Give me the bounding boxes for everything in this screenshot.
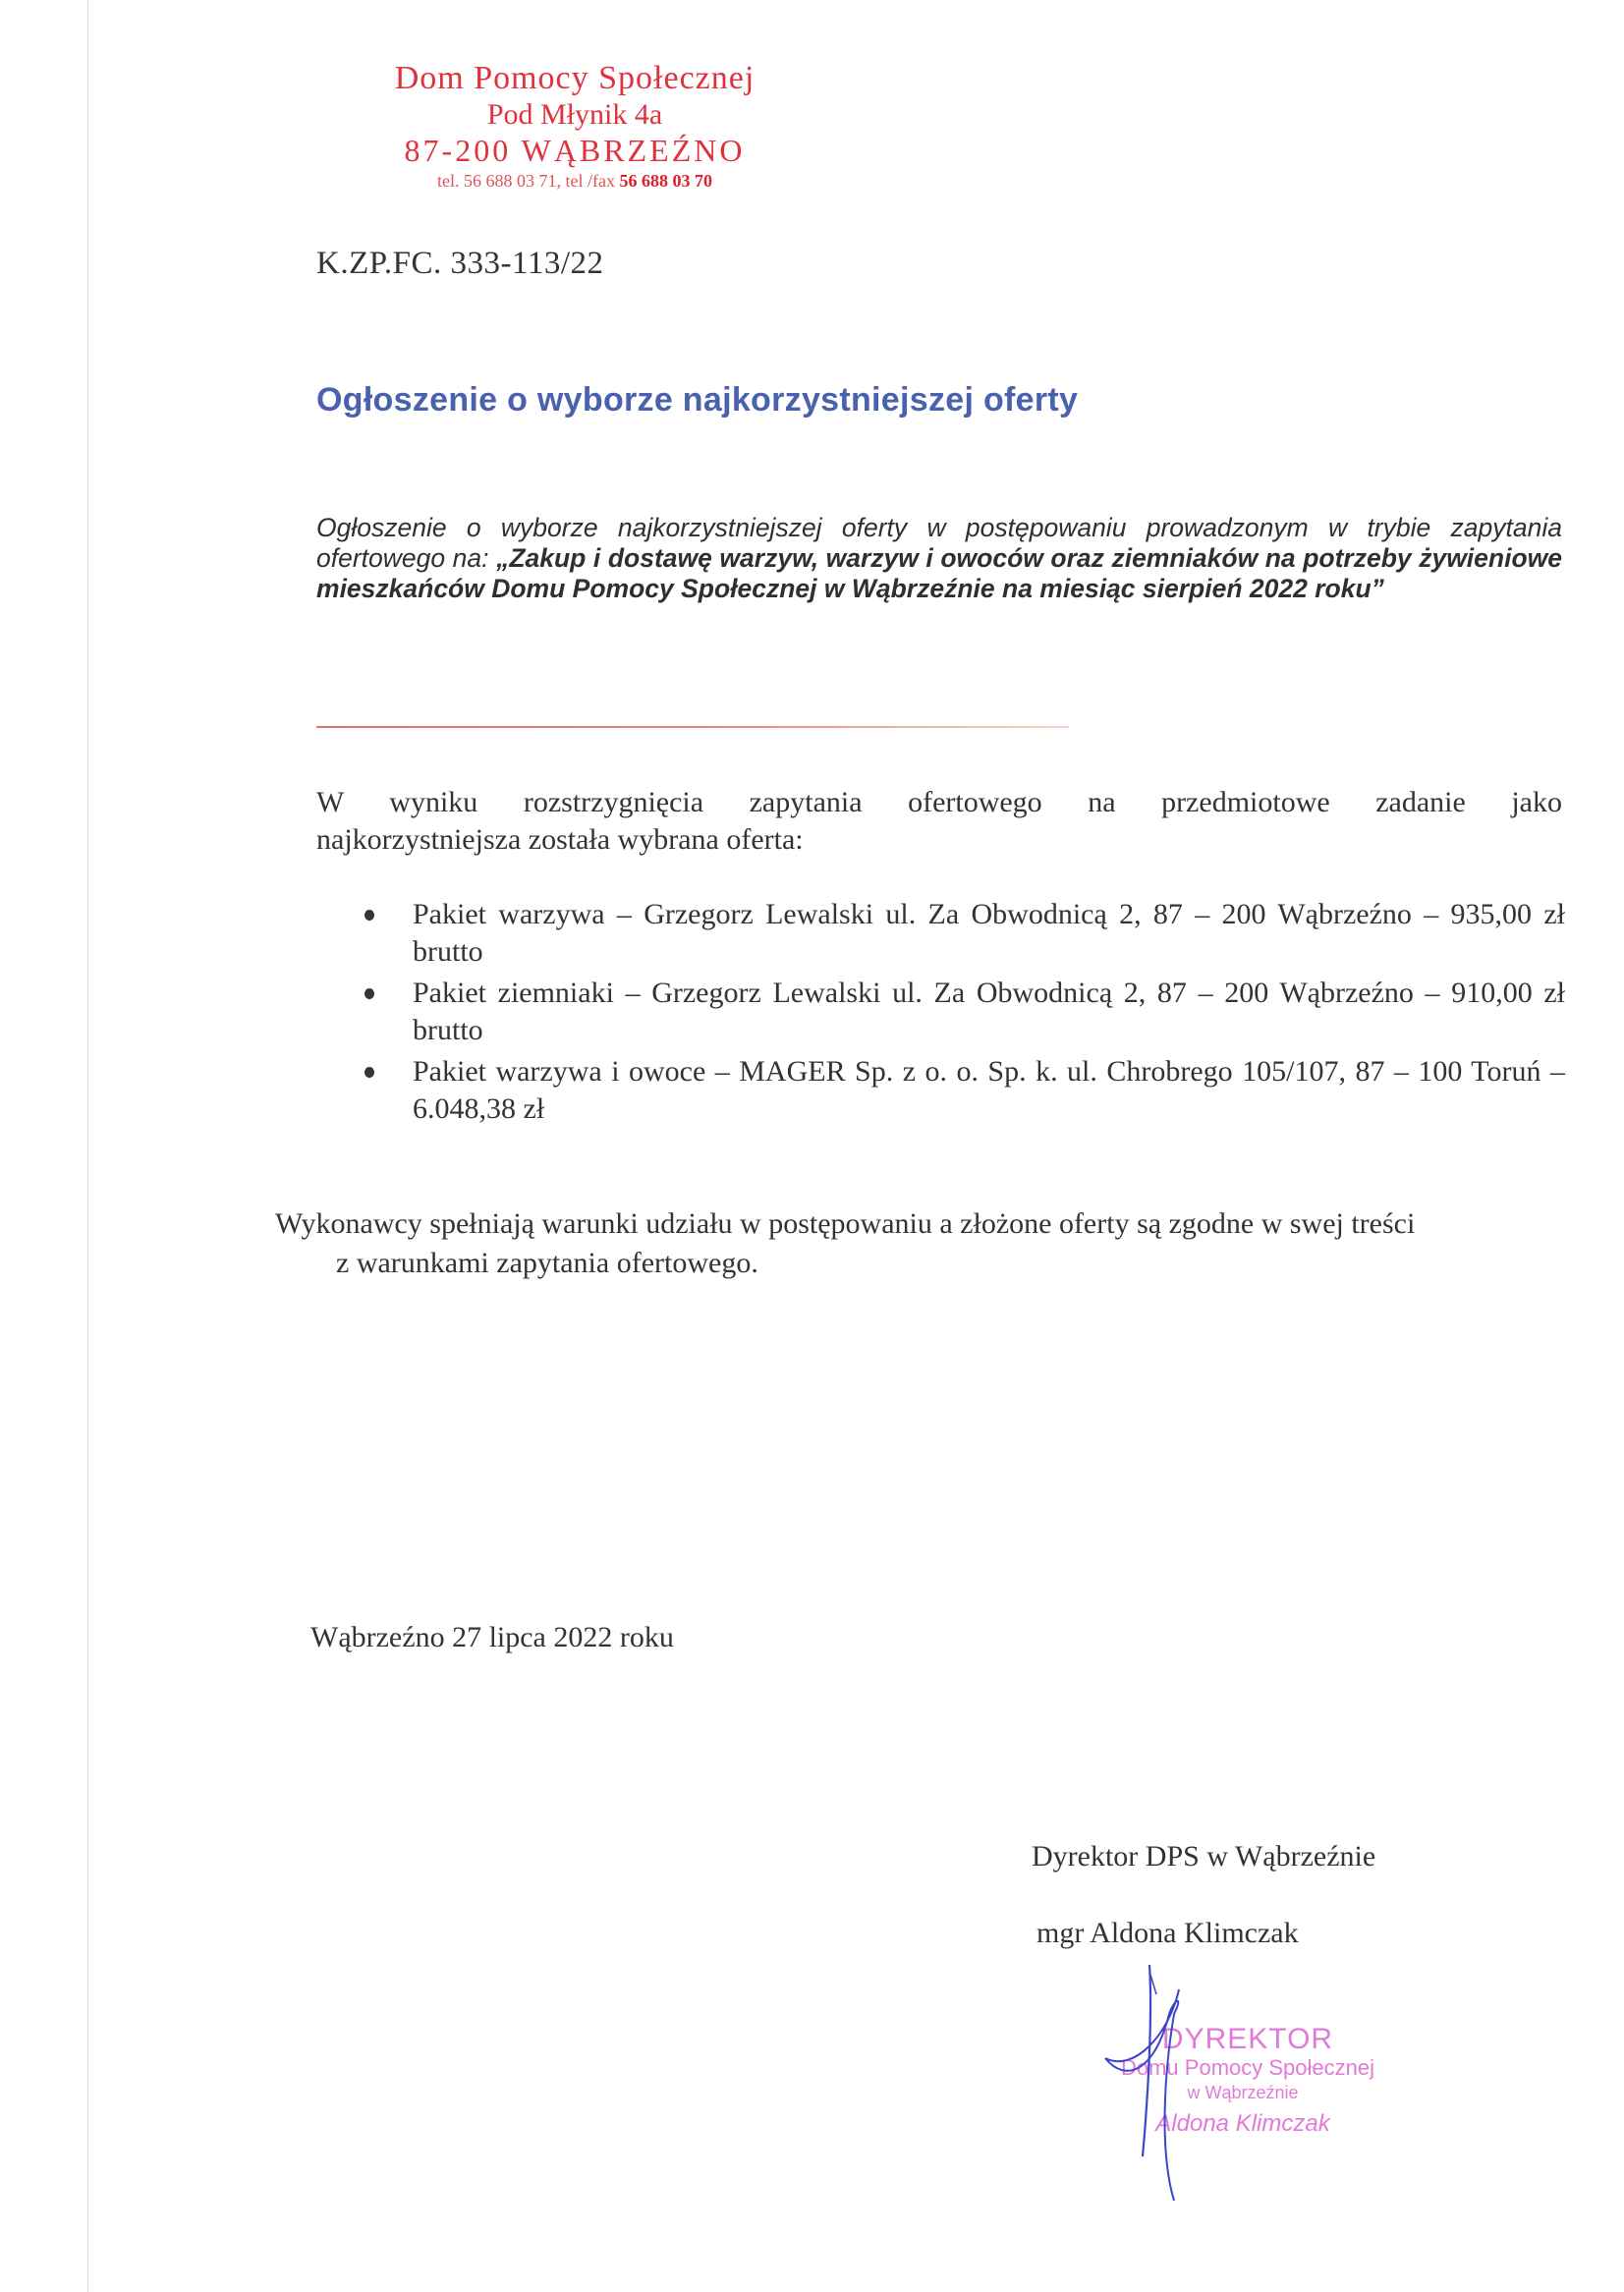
intro-plain: Ogłoszenie o wyborze najkorzystniejszej oferty w postępowaniu prowadzonym w trybie zapytania ofertowego na: — [316, 513, 1562, 573]
signature-stroke — [1105, 1989, 1179, 2201]
page-title: Ogłoszenie o wyborze najkorzystniejszej oferty — [316, 381, 1079, 419]
handwritten-signature — [1095, 1955, 1292, 2210]
stamp-phone — [364, 169, 786, 193]
stamp-fax: 56 688 03 70 — [619, 171, 712, 191]
offer-text: Pakiet warzywa i owoce – MAGER Sp. z o. o. Sp. k. ul. Chrobrego 105/107, 87 – 100 Toruń – 6.048,38 zł — [413, 1055, 1565, 1125]
conditions-line1: Wykonawcy spełniają warunki udziału w postępowaniu a złożone oferty są zgodne w swej treści — [275, 1207, 1416, 1240]
offer-text: Pakiet warzywa – Grzegorz Lewalski ul. Za Obwodnicą 2, 87 – 200 Wąbrzeźno – 935,00 zł brutto — [413, 898, 1565, 968]
institution-stamp — [364, 59, 786, 193]
signatory-name: mgr Aldona Klimczak — [1036, 1917, 1299, 1949]
bullet-icon — [364, 1067, 374, 1078]
result-intro-line2: najkorzystniejsza została wybrana oferta: — [316, 823, 804, 856]
offer-list — [359, 896, 1565, 1132]
director-stamp-city: w Wąbrzeźnie — [1187, 2083, 1299, 2102]
result-intro — [316, 784, 1562, 859]
stamp-institution-name: Dom Pomocy Społecznej — [394, 60, 756, 96]
reference-number: K.ZP.FC. 333-113/22 — [316, 246, 604, 281]
conditions-paragraph — [275, 1204, 1572, 1283]
margin-line — [87, 0, 88, 2292]
offer-item — [359, 896, 1565, 971]
intro-paragraph — [316, 513, 1562, 604]
result-intro-line1: W wyniku rozstrzygnięcia zapytania ofertowego na przedmiotowe zadanie jako — [316, 786, 1562, 818]
bullet-icon — [364, 910, 374, 921]
offer-text: Pakiet ziemniaki – Grzegorz Lewalski ul. Za Obwodnicą 2, 87 – 200 Wąbrzeźno – 910,00 zł brutto — [413, 977, 1565, 1046]
place-date: Wąbrzeźno 27 lipca 2022 roku — [310, 1621, 674, 1653]
director-stamp-institution: Domu Pomocy Społecznej — [1120, 2055, 1374, 2080]
divider-rule — [316, 726, 1069, 728]
signatory-position: Dyrektor DPS w Wąbrzeźnie — [1032, 1840, 1376, 1873]
stamp-street: Pod Młynik 4a — [486, 98, 663, 131]
director-stamp-name: Aldona Klimczak — [1155, 2110, 1330, 2137]
bullet-icon — [364, 988, 374, 999]
offer-item — [359, 1053, 1565, 1128]
offer-item — [359, 975, 1565, 1049]
conditions-line2: z warunkami zapytania ofertowego. — [336, 1247, 758, 1279]
stamp-phone-prefix: tel. 56 688 03 71, tel /fax — [437, 171, 615, 191]
stamp-city: 87-200 WĄBRZEŹNO — [404, 133, 746, 168]
intro-subject: „Zakup i dostawę warzyw, warzyw i owoców oraz ziemniaków na potrzeby żywieniowe mieszkańców Domu Pomocy Społecznej w Wąbrzeźnie na miesiąc sierpień 2022 roku” — [316, 543, 1562, 603]
director-stamp-title: DYREKTOR — [1161, 2023, 1334, 2055]
